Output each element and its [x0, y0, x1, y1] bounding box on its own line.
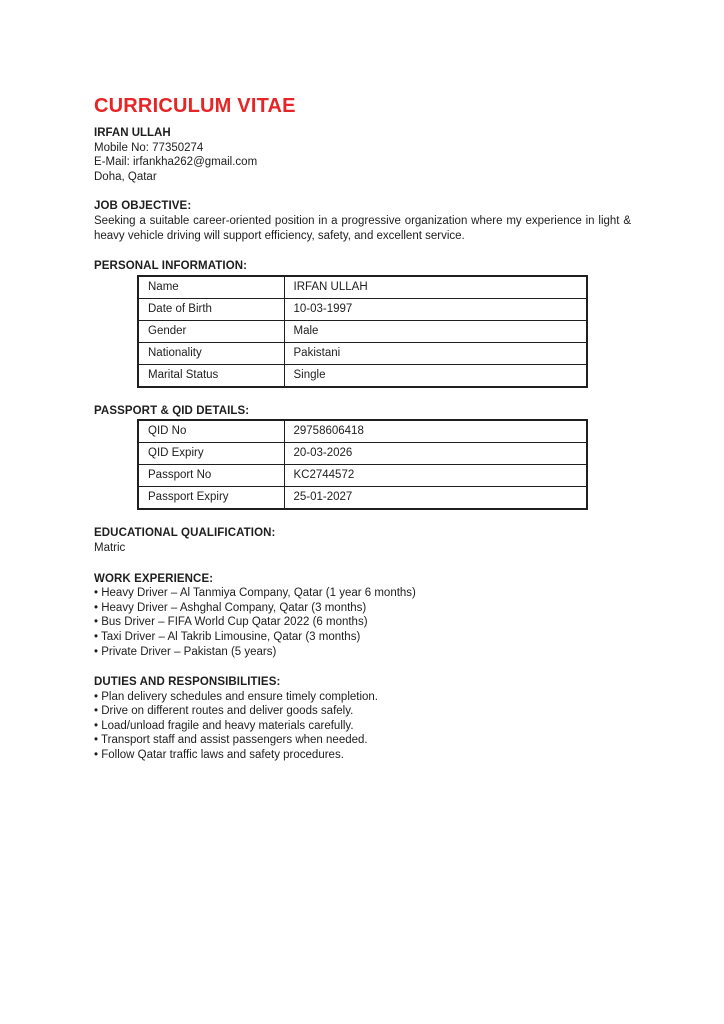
row-value: Pakistani: [284, 342, 587, 364]
list-item: • Bus Driver – FIFA World Cup Qatar 2022 (6 months): [94, 616, 368, 629]
row-label: Gender: [138, 320, 284, 342]
row-label: Passport No: [138, 465, 284, 487]
passport-qid-section: [94, 404, 631, 511]
table-row: [138, 320, 587, 342]
contact-block: [94, 126, 631, 184]
mobile-number: Mobile No: 77350274: [94, 141, 204, 154]
row-value: IRFAN ULLAH: [284, 276, 587, 299]
table-row: [138, 364, 587, 387]
table-row: [138, 342, 587, 364]
table-row: [138, 298, 587, 320]
row-value: 25-01-2027: [284, 487, 587, 510]
table-row: [138, 465, 587, 487]
duties-section: [94, 675, 631, 763]
personal-info-table: [137, 275, 588, 388]
list-item: • Plan delivery schedules and ensure timely completion.: [94, 690, 379, 703]
work-experience-heading: WORK EXPERIENCE:: [94, 572, 214, 585]
row-value: 29758606418: [284, 420, 587, 443]
row-value: KC2744572: [284, 465, 587, 487]
row-value: Male: [284, 320, 587, 342]
job-objective-text: Seeking a suitable career-oriented position in a progressive organization where my experience in light & heavy vehicle driving will support efficiency, safety, and excellent service.: [94, 214, 631, 242]
candidate-name: IRFAN ULLAH: [94, 127, 171, 139]
row-label: QID Expiry: [138, 443, 284, 465]
row-value: 10-03-1997: [284, 298, 587, 320]
list-item: • Taxi Driver – Al Takrib Limousine, Qatar (3 months): [94, 630, 361, 643]
row-value: 20-03-2026: [284, 443, 587, 465]
row-label: QID No: [138, 420, 284, 443]
table-row: [138, 443, 587, 465]
location-line: Doha, Qatar: [94, 170, 157, 183]
job-objective-heading: JOB OBJECTIVE:: [94, 200, 192, 213]
row-value: Single: [284, 364, 587, 387]
row-label: Name: [138, 276, 284, 299]
list-item: • Transport staff and assist passengers when needed.: [94, 734, 368, 747]
passport-qid-table: [137, 419, 588, 510]
education-text: Matric: [94, 541, 126, 554]
list-item: • Follow Qatar traffic laws and safety procedures.: [94, 749, 344, 762]
list-item: • Private Driver – Pakistan (5 years): [94, 645, 277, 658]
page-title: CURRICULUM VITAE: [94, 95, 296, 117]
row-label: Marital Status: [138, 364, 284, 387]
job-objective-section: [94, 199, 631, 243]
list-item: • Drive on different routes and deliver goods safely.: [94, 705, 354, 718]
personal-info-section: [94, 259, 631, 388]
row-label: Date of Birth: [138, 298, 284, 320]
row-label: Nationality: [138, 342, 284, 364]
duties-heading: DUTIES AND RESPONSIBILITIES:: [94, 676, 281, 689]
table-row: [138, 487, 587, 510]
passport-qid-heading: PASSPORT & QID DETAILS:: [94, 404, 250, 417]
list-item: • Load/unload fragile and heavy materials carefully.: [94, 719, 354, 732]
email-address: E-Mail: irfankha262@gmail.com: [94, 156, 258, 169]
list-item: • Heavy Driver – Al Tanmiya Company, Qatar (1 year 6 months): [94, 587, 416, 600]
cv-page: [94, 96, 631, 763]
education-section: [94, 526, 631, 555]
table-row: [138, 420, 587, 443]
row-label: Passport Expiry: [138, 487, 284, 510]
list-item: • Heavy Driver – Ashghal Company, Qatar (3 months): [94, 601, 367, 614]
personal-info-heading: PERSONAL INFORMATION:: [94, 260, 248, 273]
education-heading: EDUCATIONAL QUALIFICATION:: [94, 527, 276, 540]
table-row: [138, 276, 587, 299]
work-experience-section: [94, 572, 631, 660]
